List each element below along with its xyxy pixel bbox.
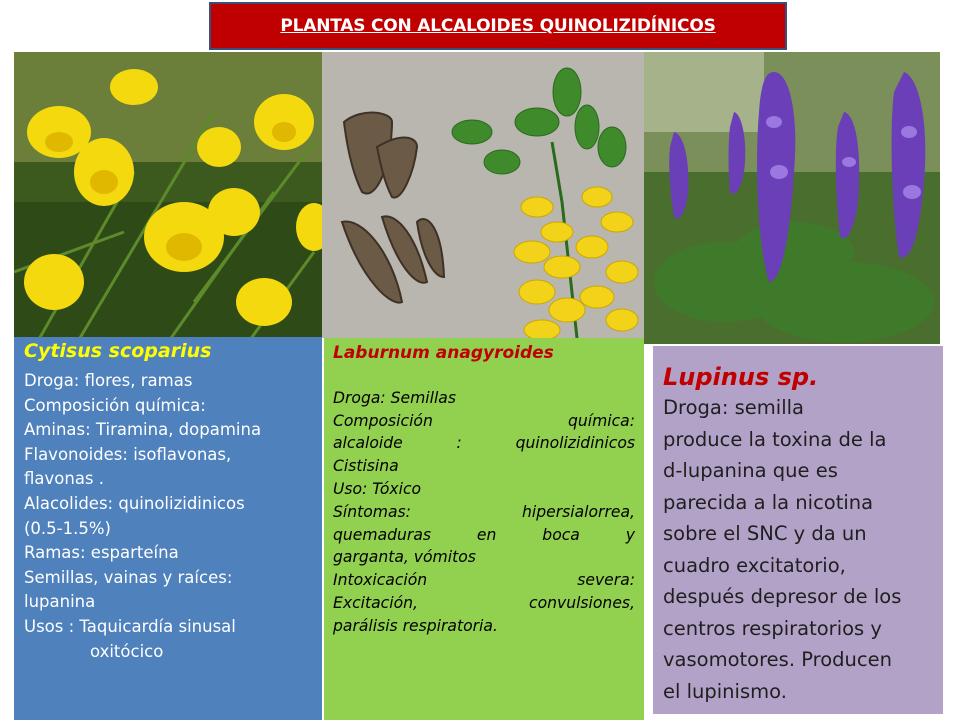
cytisus-line: Ramas: esparteína [24,543,179,563]
laburnum-line: quemaduras en boca y [333,525,635,544]
cytisus-line: Aminas: Tiramina, dopamina [24,420,262,440]
cytisus-last-line: oxitócico [90,641,164,661]
laburnum-line: Uso: Tóxico [333,479,422,498]
lupinus-line: d-lupanina que es [663,459,838,482]
cytisus-panel [14,337,322,720]
cytisus-line: Flavonoides: isoflavonas, [24,444,232,464]
lupinus-line: después depresor de los [663,585,902,608]
cytisus-line: lupanina [24,592,96,612]
laburnum-line: garganta, vómitos [333,548,476,567]
lupinus-species-name: Lupinus sp. [663,363,819,391]
lupinus-line: centros respiratorios y [663,616,882,640]
cytisus-line: (0.5-1.5%) [24,518,111,538]
lupinus-line: produce la toxina de la [663,427,887,451]
laburnum-line: alcaloide : quinolizidinicos [333,434,635,453]
laburnum-line: Droga: Semillas [333,388,456,407]
slide-title-bar [209,2,787,50]
laburnum-photo [322,52,644,338]
cytisus-line: Alacolides: quinolizidinicos [24,493,245,513]
cytisus-line: flavonas . [24,469,105,489]
laburnum-line: parálisis respiratoria. [333,616,498,635]
lupinus-line: Droga: semilla [663,396,804,419]
laburnum-species-name: Laburnum anagyroides [333,343,554,363]
cytisus-line: Usos : Taquicardía sinusal [24,616,236,636]
lupinus-panel [652,345,944,715]
cytisus-species-name: Cytisus scoparius [24,340,212,362]
slide-title: PLANTAS CON ALCALOIDES QUINOLIZIDÍNICOS [280,16,716,36]
laburnum-line: Síntomas: hipersialorrea, [333,502,635,521]
laburnum-line: Composición química: [333,411,635,430]
lupinus-line: sobre el SNC y da un [663,522,867,545]
lupinus-photo [644,52,940,344]
laburnum-line: Cistisina [333,457,399,476]
cytisus-photo [14,52,322,348]
lupinus-line: vasomotores. Producen [663,648,892,671]
lupinus-line: el lupinismo. [663,679,787,703]
lupinus-line: cuadro excitatorio, [663,553,846,577]
laburnum-panel [324,338,644,720]
lupinus-line: parecida a la nicotina [663,490,874,514]
cytisus-line: Composición química: [24,395,206,415]
laburnum-line: Intoxicación severa: [333,571,635,590]
cytisus-line: Droga: flores, ramas [24,371,193,390]
cytisus-line: Semillas, vainas y raíces: [24,567,233,587]
laburnum-line: Excitación, convulsiones, [333,593,635,612]
